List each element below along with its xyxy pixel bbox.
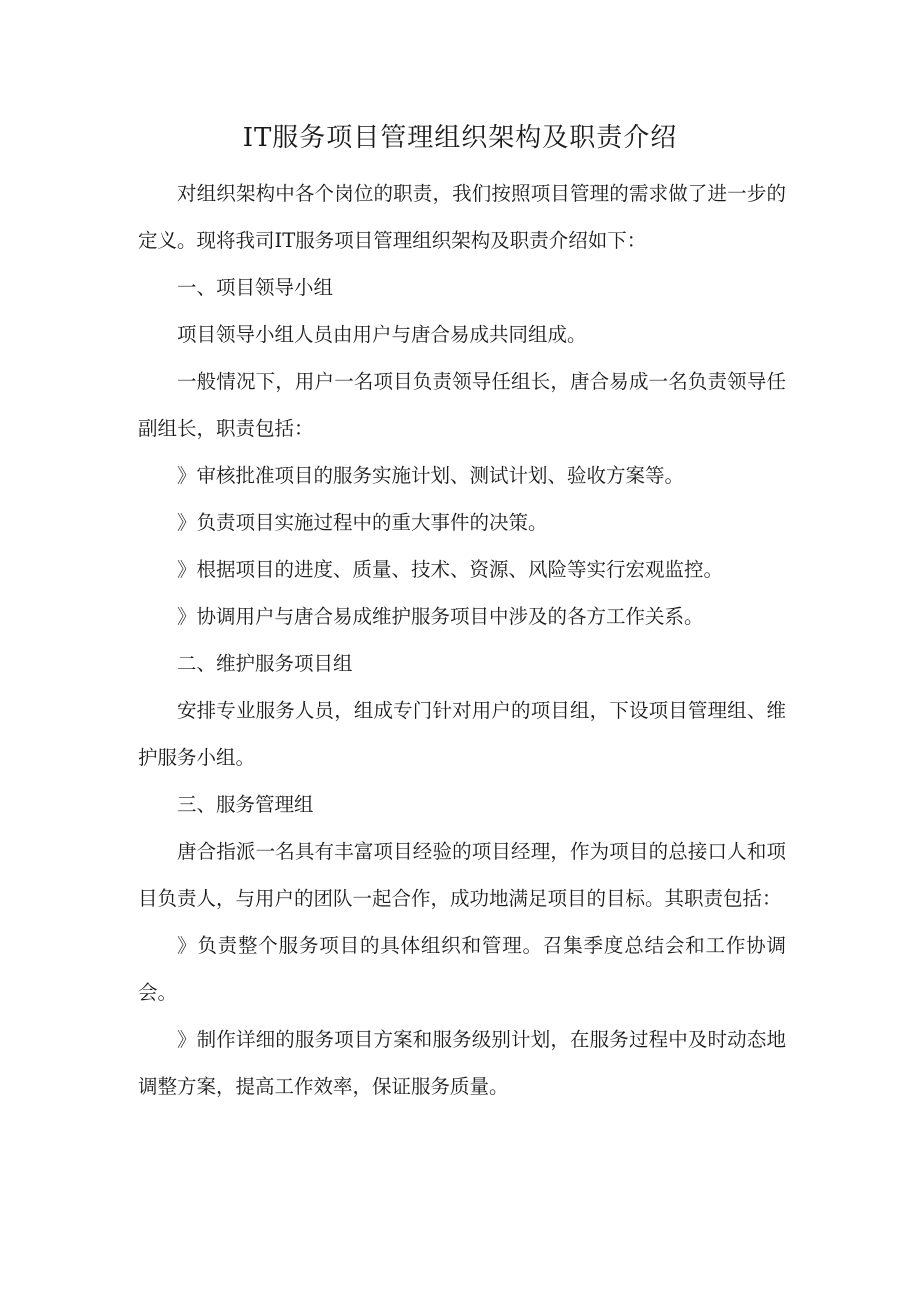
bullet-item: 》负责整个服务项目的具体组织和管理。召集季度总结会和工作协调会。 <box>138 934 786 1004</box>
intro-paragraph: 对组织架构中各个岗位的职责，我们按照项目管理的需求做了进一步的定义。现将我司IT服务项目管理组织架构及职责介绍如下： <box>138 182 786 252</box>
bullet-item: 》协调用户与唐合易成维护服务项目中涉及的各方工作关系。 <box>177 605 704 628</box>
bullet-item: 》制作详细的服务项目方案和服务级别计划，在服务过程中及时动态地调整方案，提高工作效率，保证服务质量。 <box>138 1028 786 1098</box>
paragraph: 项目领导小组人员由用户与唐合易成共同组成。 <box>177 323 587 346</box>
bullet-item: 》根据项目的进度、质量、技术、资源、风险等实行宏观监控。 <box>177 558 724 581</box>
document-body <box>138 170 786 1110</box>
section-heading-leadership: 一、项目领导小组 <box>177 276 334 299</box>
section-heading-maintenance: 二、维护服务项目组 <box>177 652 353 675</box>
section-heading-service-management: 三、服务管理组 <box>177 793 314 816</box>
bullet-item: 》审核批准项目的服务实施计划、测试计划、验收方案等。 <box>177 464 685 487</box>
paragraph: 一般情况下，用户一名项目负责领导任组长，唐合易成一名负责领导任副组长，职责包括： <box>138 370 786 440</box>
bullet-item: 》负责项目实施过程中的重大事件的决策。 <box>177 511 548 534</box>
document-title: IT服务项目管理组织架构及职责介绍 <box>242 123 678 153</box>
paragraph: 唐合指派一名具有丰富项目经验的项目经理，作为项目的总接口人和项目负责人，与用户的团队一起合作，成功地满足项目的目标。其职责包括： <box>138 840 786 910</box>
paragraph: 安排专业服务人员，组成专门针对用户的项目组，下设项目管理组、维护服务小组。 <box>138 699 786 769</box>
